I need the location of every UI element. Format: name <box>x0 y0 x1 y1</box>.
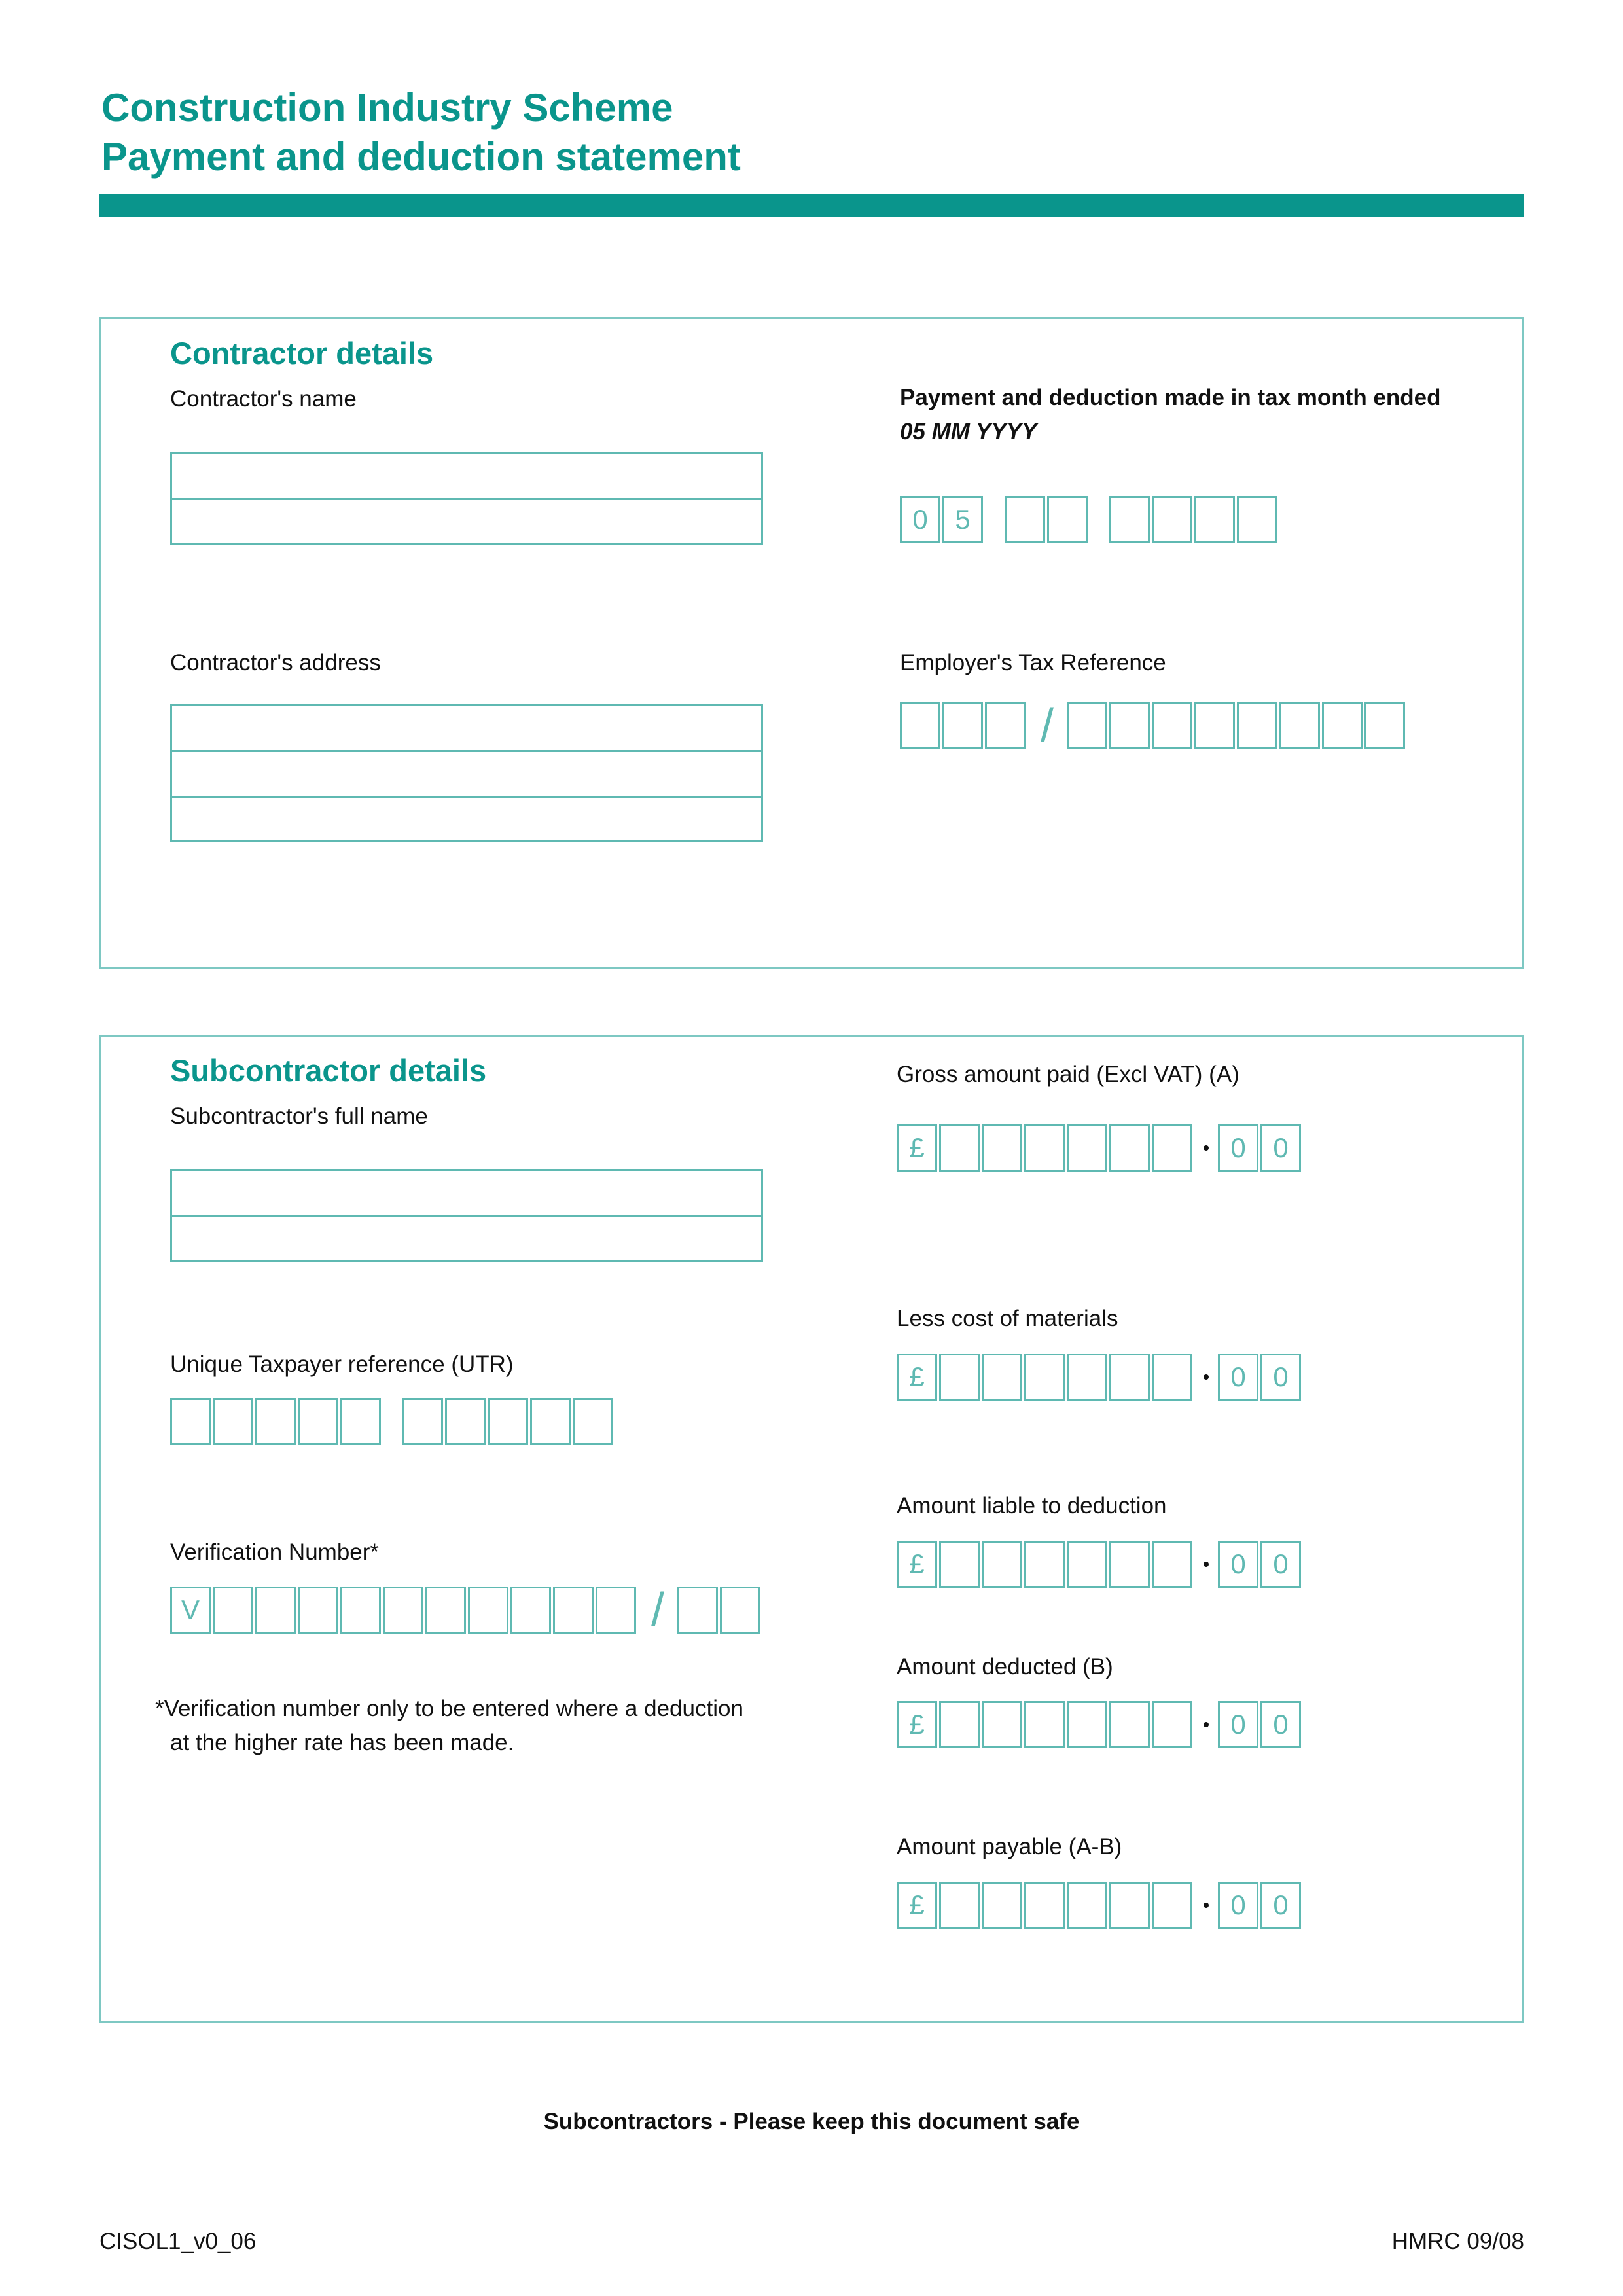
verification-boxes[interactable] <box>170 1584 762 1636</box>
field-divider <box>172 750 761 752</box>
verification-suffix-box[interactable] <box>677 1587 718 1634</box>
amount-digit-box[interactable] <box>1024 1701 1065 1748</box>
field-divider <box>172 498 761 500</box>
month-digit-box[interactable] <box>1047 496 1088 543</box>
keep-safe-notice: Subcontractors - Please keep this document safe <box>543 2109 1080 2134</box>
header-bar <box>99 194 1524 217</box>
amount-digit-box[interactable] <box>939 1701 980 1748</box>
amount-digit-box[interactable] <box>939 1541 980 1588</box>
note-line2: at the higher rate has been made. <box>170 1730 514 1755</box>
subcontractor-name-field[interactable] <box>170 1169 763 1262</box>
utr-digit-box[interactable] <box>170 1398 211 1445</box>
amount-digit-box[interactable] <box>1024 1541 1065 1588</box>
pence-box: 0 <box>1260 1541 1301 1588</box>
deducted-label: Amount deducted (B) <box>897 1654 1113 1679</box>
payable-boxes[interactable] <box>897 1882 1303 1929</box>
form-title-line1: Construction Industry Scheme <box>101 86 673 130</box>
amount-digit-box[interactable] <box>1067 1354 1107 1401</box>
pence-box: 0 <box>1260 1701 1301 1748</box>
note-asterisk: * <box>155 1696 164 1721</box>
amount-digit-box[interactable] <box>1067 1701 1107 1748</box>
ref-digit-box[interactable] <box>985 702 1026 749</box>
verification-separator: / <box>651 1584 664 1636</box>
utr-digit-box[interactable] <box>298 1398 338 1445</box>
verification-prefix-box: V <box>170 1587 211 1634</box>
pence-box: 0 <box>1218 1882 1258 1929</box>
pence-box: 0 <box>1218 1701 1258 1748</box>
amount-digit-box[interactable] <box>1067 1882 1107 1929</box>
decimal-point <box>1194 1124 1218 1172</box>
tax-month-boxes[interactable] <box>900 496 1279 543</box>
hmrc-code: HMRC 09/08 <box>1391 2229 1524 2254</box>
amount-digit-box[interactable] <box>1024 1124 1065 1172</box>
amount-digit-box[interactable] <box>1024 1882 1065 1929</box>
payable-label: Amount payable (A-B) <box>897 1834 1122 1859</box>
tax-month-label: Payment and deduction made in tax month ended <box>900 385 1441 410</box>
ref-digit-box[interactable] <box>1109 702 1150 749</box>
amount-digit-box[interactable] <box>1067 1541 1107 1588</box>
deducted-boxes[interactable] <box>897 1701 1303 1748</box>
verification-digit-box[interactable] <box>510 1587 551 1634</box>
verification-digit-box[interactable] <box>553 1587 594 1634</box>
currency-box: £ <box>897 1124 937 1172</box>
amount-digit-box[interactable] <box>982 1701 1022 1748</box>
amount-digit-box[interactable] <box>1152 1882 1192 1929</box>
year-digit-box[interactable] <box>1194 496 1235 543</box>
pence-box: 0 <box>1260 1354 1301 1401</box>
ref-digit-box[interactable] <box>900 702 940 749</box>
verification-digit-box[interactable] <box>340 1587 381 1634</box>
utr-digit-box[interactable] <box>573 1398 613 1445</box>
pence-box: 0 <box>1260 1882 1301 1929</box>
amount-digit-box[interactable] <box>982 1124 1022 1172</box>
materials-label: Less cost of materials <box>897 1306 1118 1331</box>
ref-digit-box[interactable] <box>1364 702 1405 749</box>
amount-digit-box[interactable] <box>1109 1124 1150 1172</box>
contractor-name-field[interactable] <box>170 452 763 545</box>
utr-digit-box[interactable] <box>255 1398 296 1445</box>
year-digit-box[interactable] <box>1109 496 1150 543</box>
amount-digit-box[interactable] <box>1067 1124 1107 1172</box>
amount-digit-box[interactable] <box>982 1882 1022 1929</box>
contractor-heading: Contractor details <box>170 336 434 370</box>
utr-digit-box[interactable] <box>402 1398 443 1445</box>
contractor-name-label: Contractor's name <box>170 386 357 412</box>
currency-box: £ <box>897 1354 937 1401</box>
amount-digit-box[interactable] <box>939 1124 980 1172</box>
decimal-point <box>1194 1354 1218 1401</box>
subcontractor-heading: Subcontractor details <box>170 1053 487 1088</box>
decimal-point <box>1194 1882 1218 1929</box>
verification-label: Verification Number* <box>170 1539 380 1565</box>
year-digit-box[interactable] <box>1237 496 1277 543</box>
ref-digit-box[interactable] <box>1067 702 1107 749</box>
ref-digit-box[interactable] <box>1237 702 1277 749</box>
amount-digit-box[interactable] <box>1109 1541 1150 1588</box>
subcontractor-name-label: Subcontractor's full name <box>170 1103 428 1129</box>
date-digit-box[interactable]: 0 <box>900 496 940 543</box>
date-digit-box[interactable]: 5 <box>942 496 983 543</box>
verification-digit-box[interactable] <box>213 1587 253 1634</box>
ref-separator: / <box>1040 700 1054 752</box>
currency-box: £ <box>897 1882 937 1929</box>
year-digit-box[interactable] <box>1152 496 1192 543</box>
verification-digit-box[interactable] <box>255 1587 296 1634</box>
form-title-line2: Payment and deduction statement <box>101 135 741 179</box>
ref-digit-box[interactable] <box>1194 702 1235 749</box>
amount-digit-box[interactable] <box>939 1882 980 1929</box>
field-divider <box>172 796 761 798</box>
decimal-point <box>1194 1541 1218 1588</box>
ref-digit-box[interactable] <box>1322 702 1363 749</box>
amount-digit-box[interactable] <box>1152 1701 1192 1748</box>
amount-digit-box[interactable] <box>1152 1124 1192 1172</box>
liable-label: Amount liable to deduction <box>897 1493 1167 1518</box>
gross-amount-boxes[interactable] <box>897 1124 1303 1172</box>
utr-digit-box[interactable] <box>530 1398 571 1445</box>
verification-digit-box[interactable] <box>383 1587 423 1634</box>
liable-boxes[interactable] <box>897 1541 1303 1588</box>
ref-digit-box[interactable] <box>1152 702 1192 749</box>
verification-note <box>155 1692 743 1760</box>
ref-digit-box[interactable] <box>1279 702 1320 749</box>
pence-box: 0 <box>1260 1124 1301 1172</box>
month-digit-box[interactable] <box>1005 496 1045 543</box>
gross-amount-label: Gross amount paid (Excl VAT) (A) <box>897 1062 1240 1087</box>
verification-digit-box[interactable] <box>298 1587 338 1634</box>
utr-boxes[interactable] <box>170 1398 615 1445</box>
utr-label: Unique Taxpayer reference (UTR) <box>170 1352 514 1377</box>
decimal-point <box>1194 1701 1218 1748</box>
contractor-address-field[interactable] <box>170 704 763 842</box>
utr-digit-box[interactable] <box>340 1398 381 1445</box>
currency-box: £ <box>897 1541 937 1588</box>
amount-digit-box[interactable] <box>982 1354 1022 1401</box>
employer-ref-boxes[interactable] <box>900 700 1407 752</box>
verification-digit-box[interactable] <box>468 1587 508 1634</box>
amount-digit-box[interactable] <box>1109 1354 1150 1401</box>
amount-digit-box[interactable] <box>1109 1701 1150 1748</box>
note-line1: Verification number only to be entered where a deduction <box>164 1696 743 1721</box>
pence-box: 0 <box>1218 1354 1258 1401</box>
amount-digit-box[interactable] <box>1152 1354 1192 1401</box>
materials-boxes[interactable] <box>897 1354 1303 1401</box>
contractor-panel <box>99 317 1524 969</box>
amount-digit-box[interactable] <box>1024 1354 1065 1401</box>
field-divider <box>172 1215 761 1217</box>
currency-box: £ <box>897 1701 937 1748</box>
utr-digit-box[interactable] <box>488 1398 528 1445</box>
amount-digit-box[interactable] <box>1152 1541 1192 1588</box>
verification-suffix-box[interactable] <box>720 1587 760 1634</box>
amount-digit-box[interactable] <box>939 1354 980 1401</box>
amount-digit-box[interactable] <box>982 1541 1022 1588</box>
verification-digit-box[interactable] <box>596 1587 636 1634</box>
tax-month-format: 05 MM YYYY <box>900 419 1037 444</box>
form-code: CISOL1_v0_06 <box>99 2229 257 2254</box>
pence-box: 0 <box>1218 1541 1258 1588</box>
employer-ref-label: Employer's Tax Reference <box>900 650 1166 675</box>
pence-box: 0 <box>1218 1124 1258 1172</box>
amount-digit-box[interactable] <box>1109 1882 1150 1929</box>
contractor-address-label: Contractor's address <box>170 650 381 675</box>
utr-digit-box[interactable] <box>213 1398 253 1445</box>
utr-digit-box[interactable] <box>445 1398 486 1445</box>
verification-digit-box[interactable] <box>425 1587 466 1634</box>
ref-digit-box[interactable] <box>942 702 983 749</box>
